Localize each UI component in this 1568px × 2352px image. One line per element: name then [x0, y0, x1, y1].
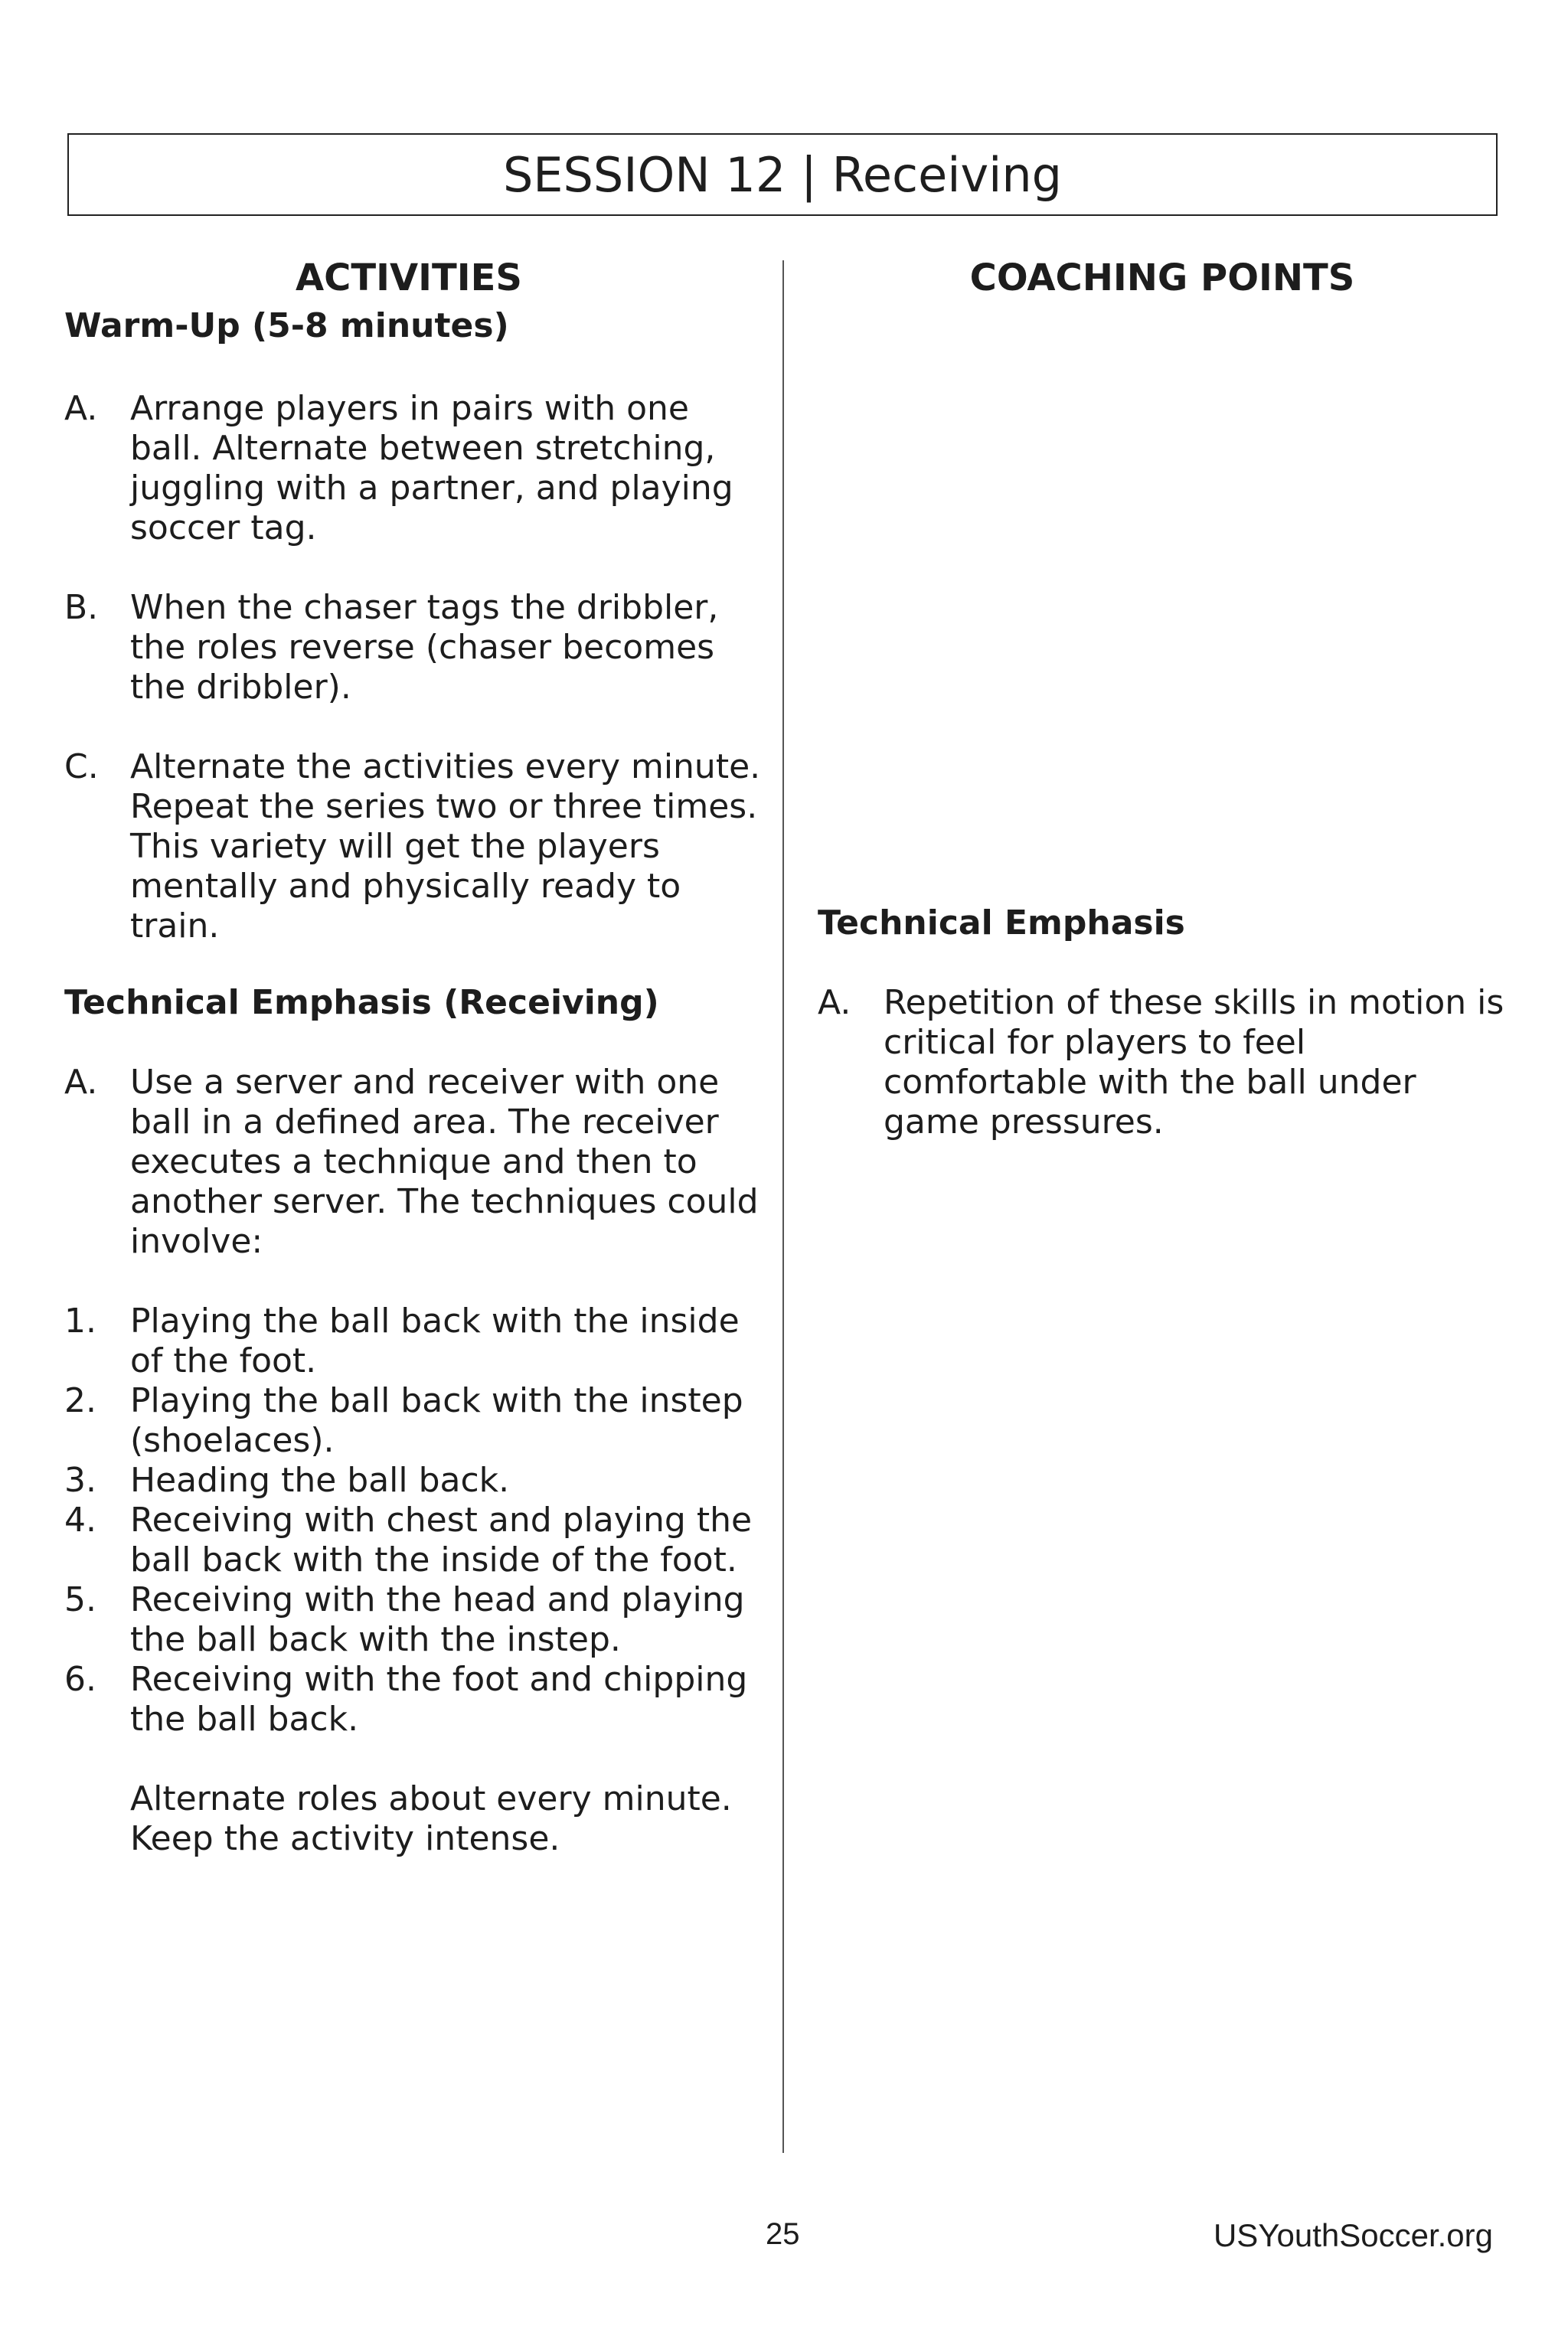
technical-emphasis-heading: Technical Emphasis (Receiving) [64, 983, 659, 1022]
item-text: Playing the ball back with the inside of the foot. [130, 1302, 740, 1380]
column-divider [782, 260, 784, 2153]
item-label: A. [64, 389, 98, 428]
item-text: Heading the ball back. [130, 1461, 510, 1500]
technique-item-3 [64, 1461, 769, 1501]
item-label: B. [64, 588, 99, 627]
item-label: A. [818, 983, 851, 1022]
technique-item-6 [64, 1660, 769, 1740]
item-label: 1. [64, 1302, 96, 1341]
session-title: SESSION 12 | Receiving [67, 133, 1498, 216]
activities-heading: ACTIVITIES [296, 256, 522, 299]
item-text: Playing the ball back with the instep (shoelaces). [130, 1381, 743, 1460]
warmup-item-a [64, 389, 769, 548]
item-text: Alternate the activities every minute. Repeat the series two or three times. This variety will get the players mentally and physically ready to train. [130, 747, 761, 946]
technique-item-2 [64, 1381, 769, 1461]
coaching-item-a [818, 983, 1507, 1142]
warmup-item-c [64, 747, 769, 946]
coaching-technical-heading: Technical Emphasis [818, 903, 1185, 942]
item-text: Use a server and receiver with one ball in a defined area. The receiver executes a technique and then to another server. The techniques could involve: [130, 1063, 759, 1261]
activities-column [64, 253, 769, 1859]
technique-item-1 [64, 1302, 769, 1381]
item-label: C. [64, 747, 99, 786]
item-label: A. [64, 1063, 98, 1102]
item-label: 6. [64, 1660, 96, 1699]
item-label: 5. [64, 1580, 96, 1619]
item-label: 2. [64, 1381, 96, 1420]
item-label: 4. [64, 1501, 96, 1540]
technique-item-5 [64, 1580, 769, 1660]
coaching-points-heading: COACHING POINTS [969, 256, 1355, 299]
website-link[interactable]: USYouthSoccer.org [1213, 2217, 1493, 2253]
warmup-heading: Warm-Up (5-8 minutes) [64, 306, 509, 345]
item-text: When the chaser tags the dribbler, the roles reverse (chaser becomes the dribbler). [130, 588, 719, 707]
item-text: Repetition of these skills in motion is critical for players to feel comfortable with the ball under game pressures. [884, 983, 1504, 1142]
item-text: Arrange players in pairs with one ball. Alternate between stretching, juggling with a partner, and playing soccer tag. [130, 389, 733, 547]
item-text: Receiving with the head and playing the ball back with the instep. [130, 1580, 745, 1659]
technique-item-4 [64, 1501, 769, 1580]
item-label: 3. [64, 1461, 96, 1500]
technical-intro-item [64, 1063, 769, 1262]
item-text: Receiving with the foot and chipping the ball back. [130, 1660, 748, 1739]
warmup-item-b [64, 588, 769, 707]
page-number: 25 [766, 2217, 800, 2251]
coaching-points-column [818, 253, 1507, 1142]
closing-paragraph: Alternate roles about every minute. Keep the activity intense. [130, 1779, 732, 1858]
item-text: Receiving with chest and playing the ball back with the inside of the foot. [130, 1501, 753, 1579]
